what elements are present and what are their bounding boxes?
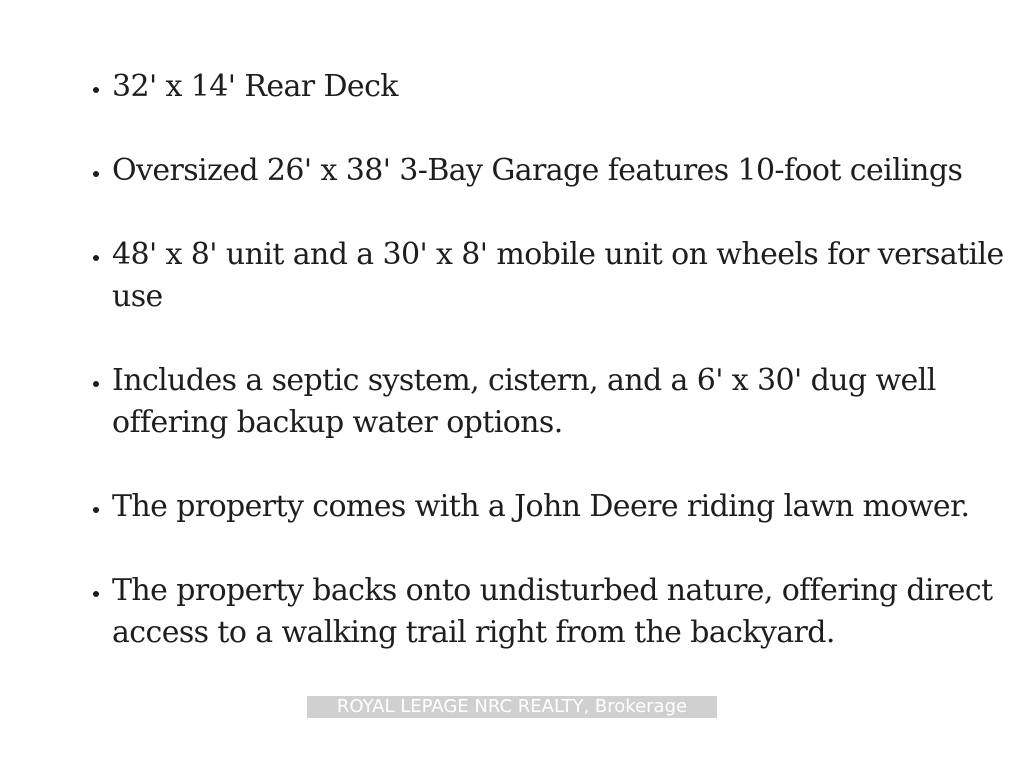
feature-item-garage: • Oversized 26' x 38' 3-Bay Garage features 10-foot ceilings xyxy=(112,150,1012,192)
feature-item-nature-trail: • The property backs onto undisturbed nature, offering direct access to a walking trail right from the backyard. xyxy=(112,570,1012,654)
feature-item-water-system: • Includes a septic system, cistern, and a 6' x 30' dug well offering backup water options. xyxy=(112,360,1012,444)
feature-list xyxy=(74,66,1012,654)
feature-item-lawn-mower: • The property comes with a John Deere riding lawn mower. xyxy=(112,486,1012,528)
feature-item-units: • 48' x 8' unit and a 30' x 8' mobile unit on wheels for versatile use xyxy=(112,234,1012,318)
feature-item-rear-deck: • 32' x 14' Rear Deck xyxy=(112,66,1012,108)
brokerage-watermark: ROYAL LEPAGE NRC REALTY, Brokerage xyxy=(307,696,717,718)
